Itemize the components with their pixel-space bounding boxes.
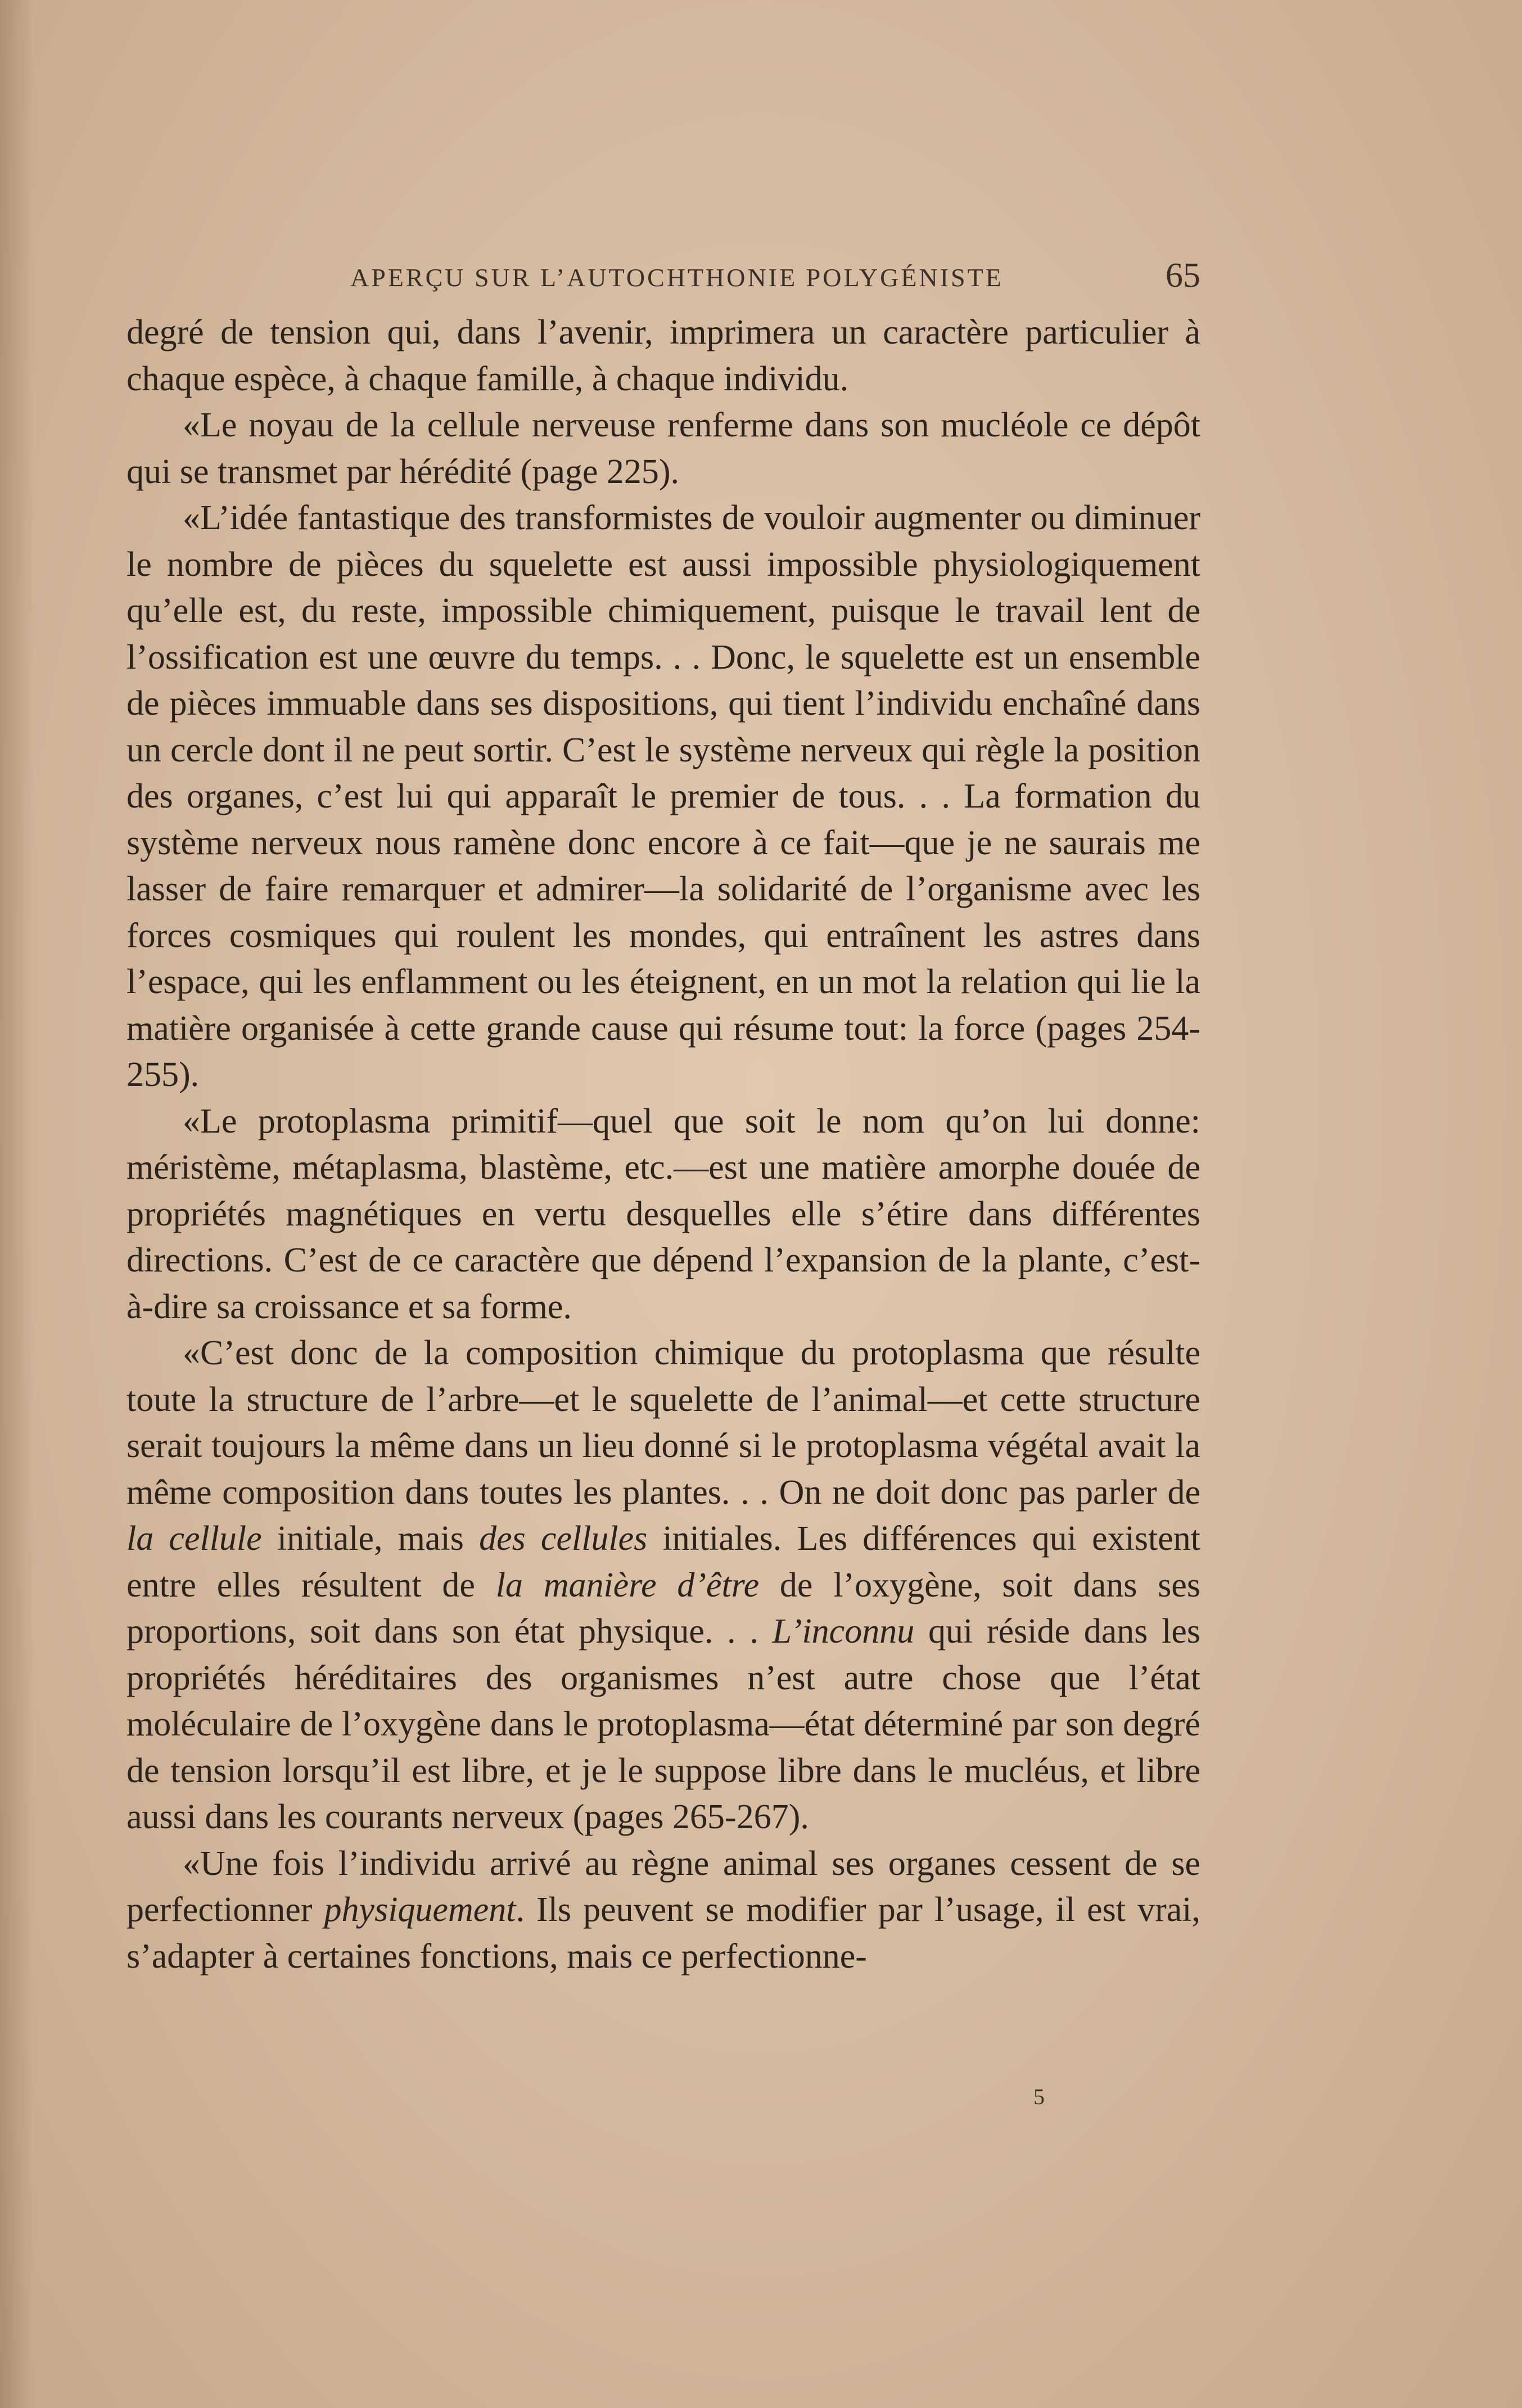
paragraph-5 (127, 1330, 1200, 1841)
paragraph-6-text-2: . Ils peuvent se modifier par l’usage, il est vrai, s’adapter à certaines fonctions, mais ce perfectionne- (127, 1891, 1200, 1976)
paragraph-5-text-2: initiale, mais (261, 1519, 480, 1558)
body-text (127, 309, 1200, 1979)
paragraph-6-italic-1: physiquement (324, 1891, 516, 1929)
paragraph-5-text-1: «C’est donc de la composition chimique du protoplasma que résulte toute la structure de l’arbre—et le squelette de l’animal—et cette structure serait toujours la même dans un lieu donné si le protoplasma végétal avait la même composition dans toutes les plantes. . . On ne doit donc pas parler de (127, 1334, 1200, 1512)
paragraph-6 (127, 1841, 1200, 1980)
signature-mark: 5 (1033, 2084, 1045, 2109)
paragraph-5-text-5: qui réside dans les propriétés héréditaires des organismes n’est autre chose que l’état moléculaire de l’oxygène dans le protoplasma—état déterminé par son degré de tension lorsqu’il est libre, et je le suppose libre dans le mucléus, et libre aussi dans les courants nerveux (pages 265-267). (127, 1612, 1200, 1836)
page-header (127, 256, 1200, 301)
paragraph-3: «L’idée fantastique des transformistes de vouloir augmenter ou diminuer le nombre de pièces du squelette est aussi impossible physiologiquement qu’elle est, du reste, impossible chimiquement, puisque le travail lent de l’ossification est une œuvre du temps. . . Donc, le squelette est un ensemble de pièces immuable dans ses dispositions, qui tient l’individu enchaîné dans un cercle dont il ne peut sortir. C’est le système nerveux qui règle la position des organes, c’est lui qui apparaît le premier de tous. . . La formation du système nerveux nous ramène donc encore à ce fait—que je ne saurais me lasser de faire remarquer et admirer—la solidarité de l’organisme avec les forces cosmiques qui roulent les mondes, qui entraînent les astres dans l’espace, qui les enflamment ou les éteignent, en un mot la relation qui lie la matière organisée à cette grande cause qui résume tout: la force (pages 254-255). (127, 499, 1200, 1094)
paragraph-5-italic-3: la manière d’être (495, 1566, 760, 1604)
paragraph-4: «Le protoplasma primitif—quel que soit le nom qu’on lui donne: méristème, métaplasma, blastème, etc.—est une matière amorphe douée de propriétés magnétiques en vertu desquelles elle s’étire dans différentes directions. C’est de ce caractère que dépend l’expansion de la plante, c’est-à-dire sa croissance et sa forme. (127, 1102, 1200, 1326)
paragraph-1: degré de tension qui, dans l’avenir, imprimera un caractère particulier à chaque espèce, à chaque famille, à chaque individu. (127, 313, 1200, 398)
page-number: 65 (1166, 256, 1200, 295)
paragraph-2: «Le noyau de la cellule nerveuse renferme dans son mucléole ce dépôt qui se transmet par hérédité (page 225). (127, 406, 1200, 491)
running-head: APERÇU SUR L’AUTOCHTHONIE POLYGÉNISTE (350, 263, 1004, 292)
paragraph-5-text-4: de l’oxygène, soit dans ses proportions, soit dans son état physique. . . (127, 1566, 1200, 1651)
paragraph-5-italic-2: des cellules (479, 1519, 648, 1558)
paragraph-5-italic-4: L’inconnu (772, 1612, 915, 1651)
paragraph-5-text-3: initiales. Les différences qui existent entre elles résultent de (127, 1519, 1200, 1604)
paragraph-6-text-1: «Une fois l’individu arrivé au règne animal ses organes cessent de se perfectionner (127, 1844, 1200, 1929)
paragraph-5-italic-1: la cellule (127, 1519, 262, 1558)
